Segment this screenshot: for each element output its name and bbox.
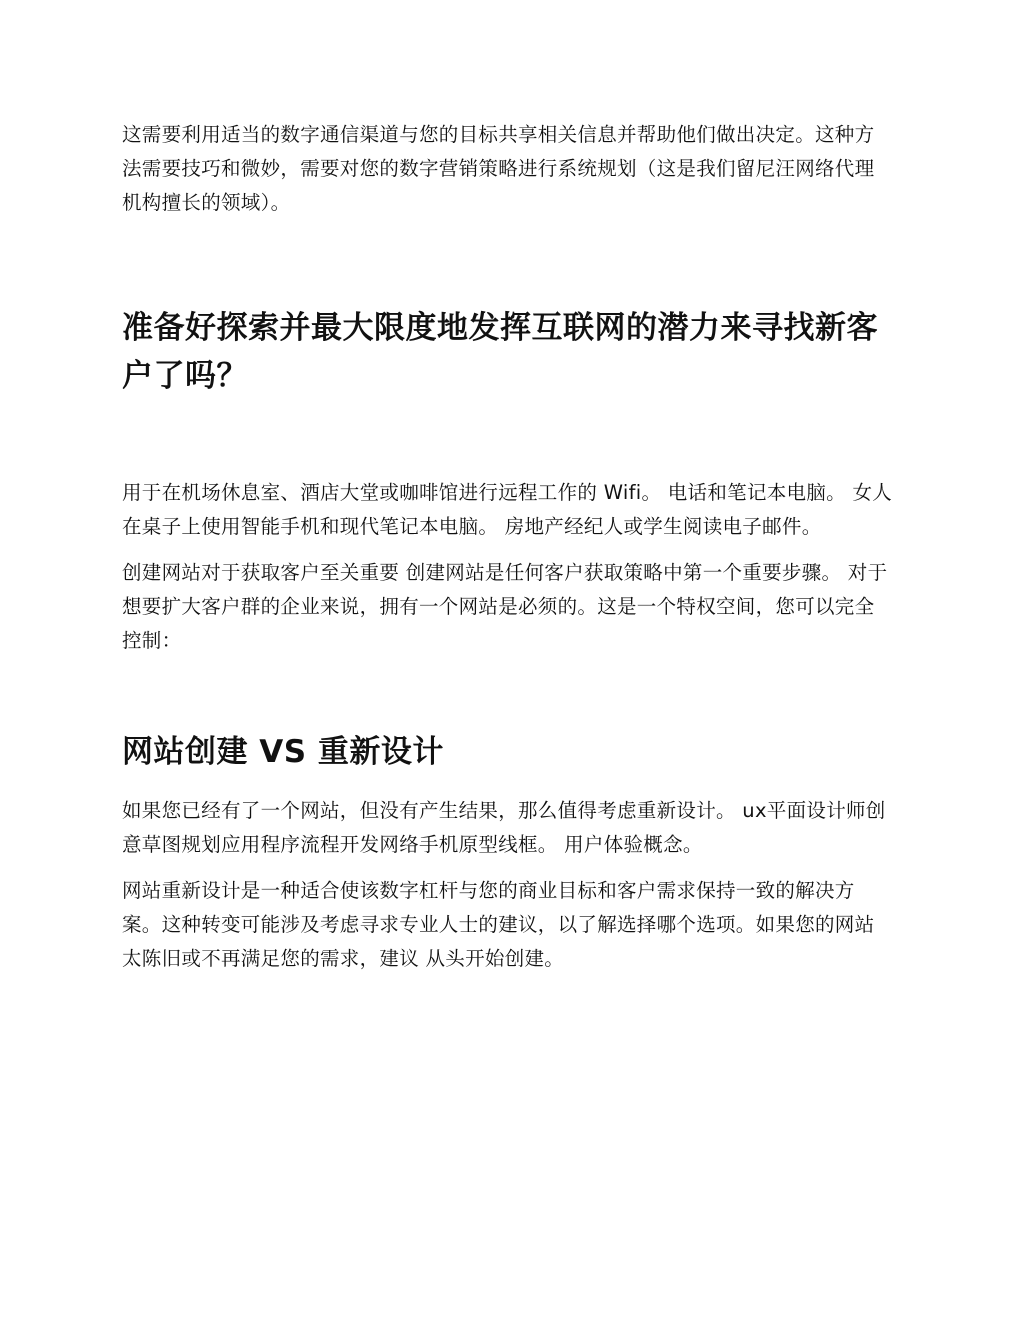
image-caption-paragraph: 用于在机场休息室、酒店大堂或咖啡馆进行远程工作的 Wifi。 电话和笔记本电脑。 女人在桌子上使用智能手机和现代笔记本电脑。 房地产经纪人或学生阅读电子邮件。	[122, 481, 893, 538]
redesign-intro-paragraph: 如果您已经有了一个网站，但没有产生结果，那么值得考虑重新设计。 ux平面设计师创意草图规划应用程序流程开发网络手机原型线框。 用户体验概念。	[122, 799, 886, 856]
section-heading-explore-internet: 准备好探索并最大限度地发挥互联网的潜力来寻找新客户了吗？	[122, 310, 878, 394]
section-heading-creation-vs-redesign: 网站创建 VS 重新设计	[122, 734, 444, 770]
redesign-detail-paragraph: 网站重新设计是一种适合使该数字杠杆与您的商业目标和客户需求保持一致的解决方案。这种转变可能涉及考虑寻求专业人士的建议，以了解选择哪个选项。如果您的网站太陈旧或不再满足您的需求，建议 从头开始创建。	[122, 879, 875, 970]
intro-paragraph: 这需要利用适当的数字通信渠道与您的目标共享相关信息并帮助他们做出决定。这种方法需要技巧和微妙，需要对您的数字营销策略进行系统规划（这是我们留尼汪网络代理机构擅长的领域）。	[122, 123, 875, 214]
website-importance-paragraph: 创建网站对于获取客户至关重要 创建网站是任何客户获取策略中第一个重要步骤。 对于想要扩大客户群的企业来说，拥有一个网站是必须的。这是一个特权空间，您可以完全控制：	[122, 561, 888, 652]
document-page	[122, 118, 894, 976]
